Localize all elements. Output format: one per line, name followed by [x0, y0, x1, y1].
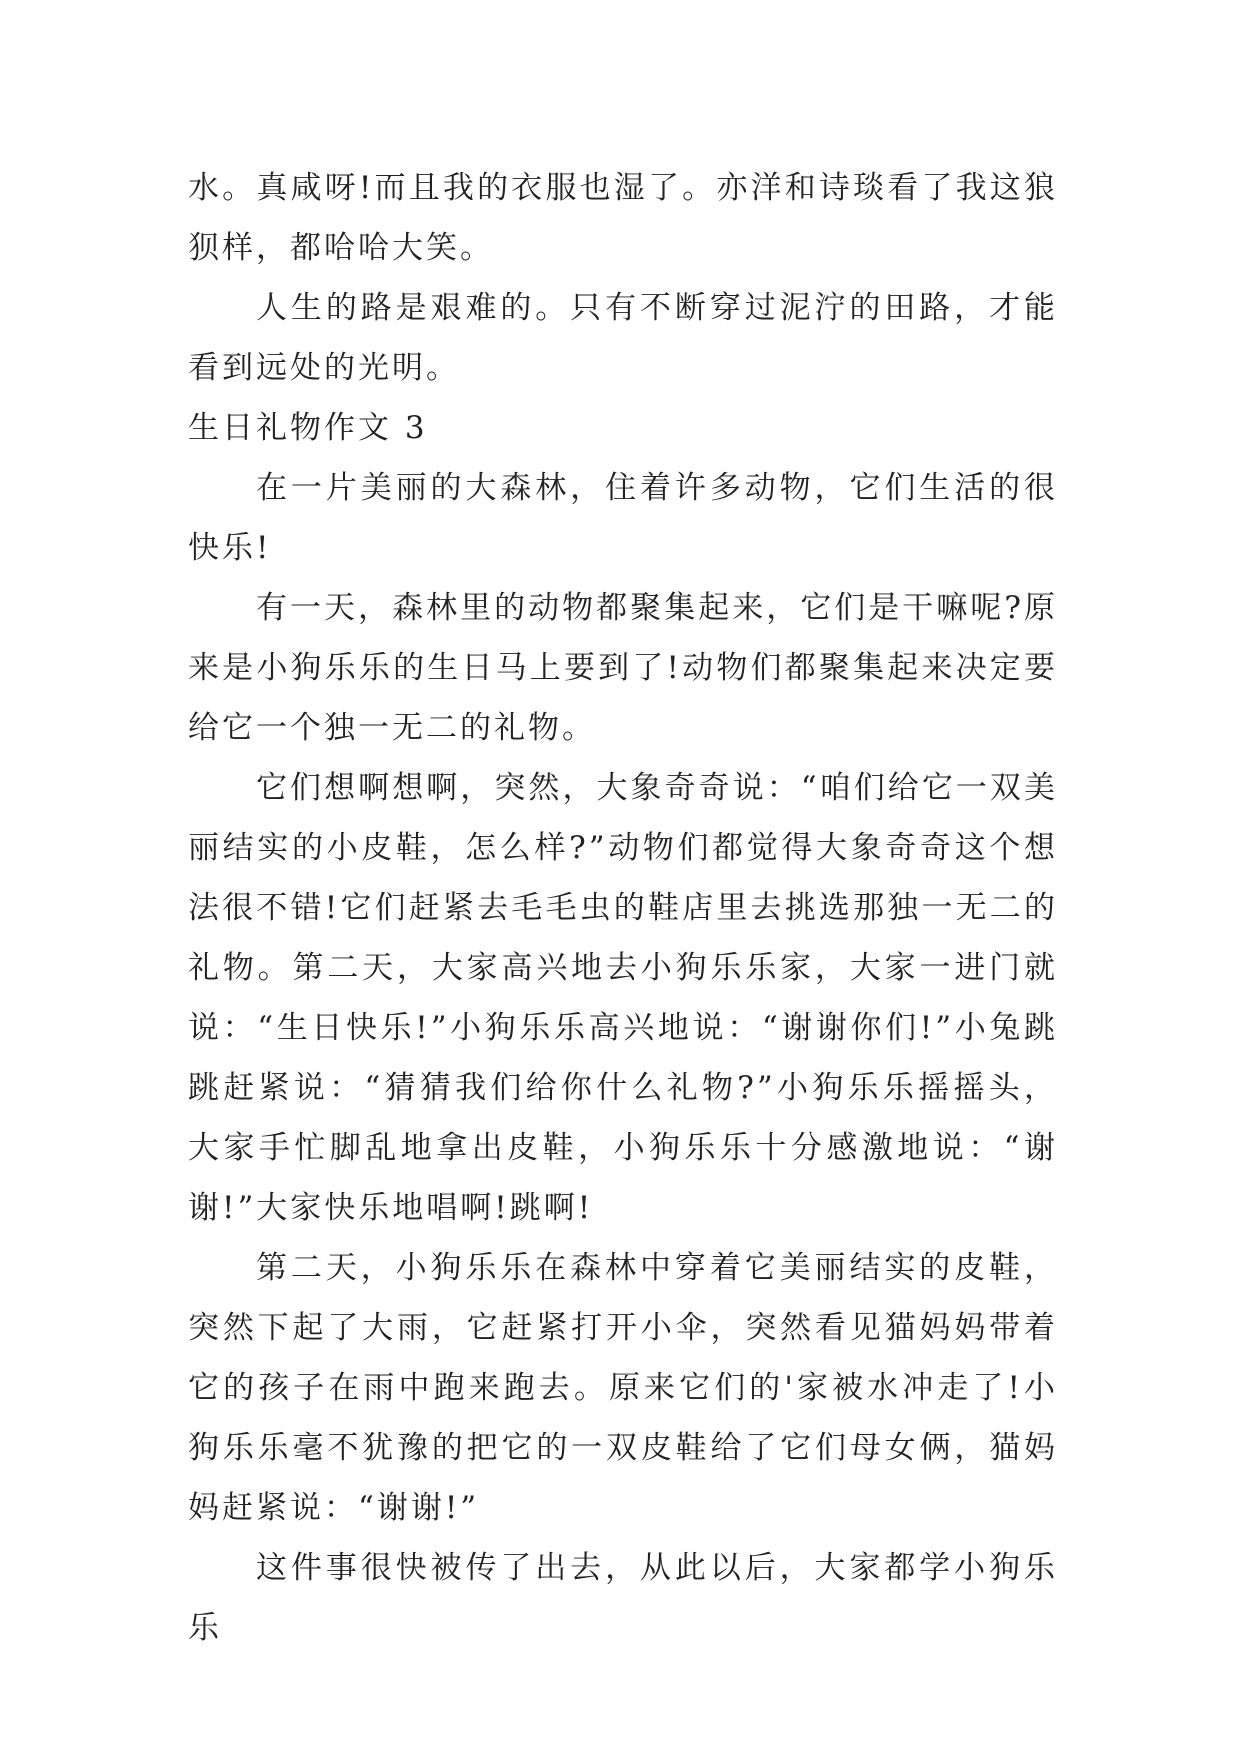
paragraph-continuation: 水。真咸呀!而且我的衣服也湿了。亦洋和诗琰看了我这狼狈样，都哈哈大笑。 [188, 170, 1058, 266]
document-page [188, 158, 1058, 1658]
paragraph-gift: 它们想啊想啊，突然，大象奇奇说：“咱们给它一双美丽结实的小皮鞋，怎么样?”动物们都觉得大象奇奇这个想法很不错!它们赶紧去毛毛虫的鞋店里去挑选那独一无二的礼物。第二天，大家高兴地去小狗乐乐家，大家一进门就说：“生日快乐!”小狗乐乐高兴地说：“谢谢你们!”小兔跳跳赶紧说：“猜猜我们给你什么礼物?”小狗乐乐摇摇头，大家手忙脚乱地拿出皮鞋，小狗乐乐十分感激地说：“谢谢!”大家快乐地唱啊!跳啊! [188, 770, 1058, 1226]
paragraph-rain: 第二天，小狗乐乐在森林中穿着它美丽结实的皮鞋，突然下起了大雨，它赶紧打开小伞，突然看见猫妈妈带着它的孩子在雨中跑来跑去。原来它们的'家被水冲走了!小狗乐乐毫不犹豫的把它的一双皮鞋给了它们母女俩，猫妈妈赶紧说：“谢谢!” [188, 1250, 1058, 1526]
paragraph-forest: 在一片美丽的大森林，住着许多动物，它们生活的很快乐! [188, 470, 1058, 566]
paragraph-life-road: 人生的路是艰难的。只有不断穿过泥泞的田路，才能看到远处的光明。 [188, 290, 1058, 386]
paragraph-gathering: 有一天，森林里的动物都聚集起来，它们是干嘛呢?原来是小狗乐乐的生日马上要到了!动物们都聚集起来决定要给它一个独一无二的礼物。 [188, 590, 1058, 746]
paragraph-aftermath: 这件事很快被传了出去，从此以后，大家都学小狗乐乐 [188, 1550, 1058, 1646]
essay-heading: 生日礼物作文 3 [188, 410, 428, 446]
